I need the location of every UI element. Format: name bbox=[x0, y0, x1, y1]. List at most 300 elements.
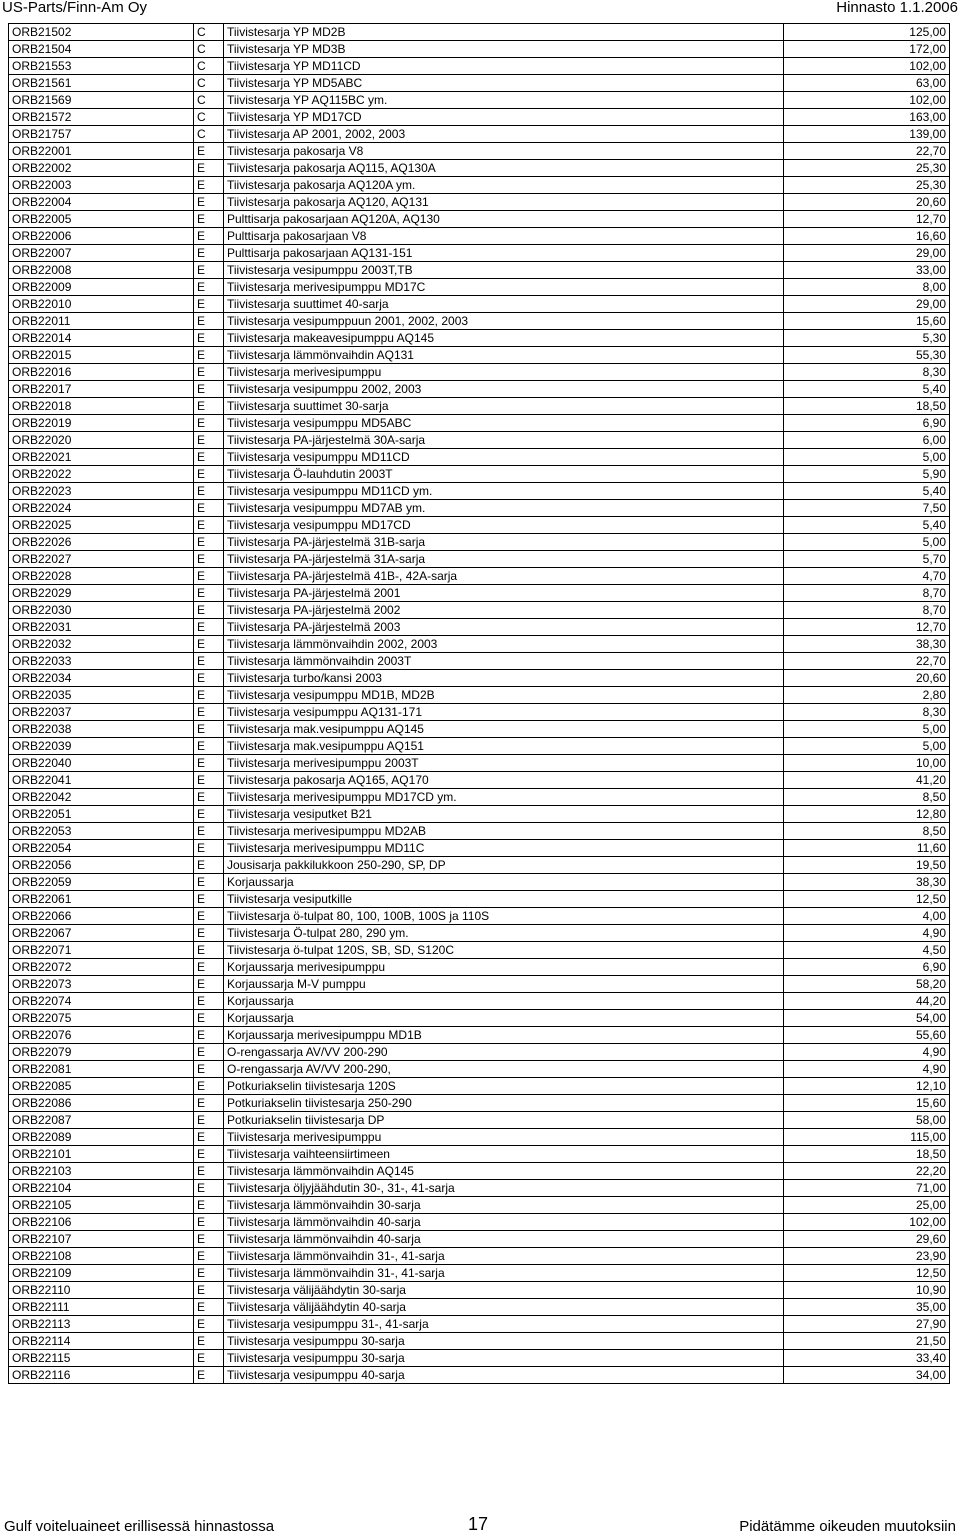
description-cell: Tiivistesarja vesipumppu MD5ABC bbox=[224, 415, 784, 432]
price-class-cell: E bbox=[194, 177, 224, 194]
table-row bbox=[9, 942, 950, 959]
part-code-cell: ORB22085 bbox=[9, 1078, 194, 1095]
price-cell: 20,60 bbox=[784, 670, 950, 687]
table-row bbox=[9, 1129, 950, 1146]
price-cell: 63,00 bbox=[784, 75, 950, 92]
price-class-cell: C bbox=[194, 58, 224, 75]
description-cell: Tiivistesarja välijäähdytin 30-sarja bbox=[224, 1282, 784, 1299]
price-cell: 4,90 bbox=[784, 1061, 950, 1078]
price-cell: 4,90 bbox=[784, 1044, 950, 1061]
table-row bbox=[9, 1095, 950, 1112]
part-code-cell: ORB22027 bbox=[9, 551, 194, 568]
price-class-cell: E bbox=[194, 721, 224, 738]
description-cell: Tiivistesarja merivesipumppu MD17C bbox=[224, 279, 784, 296]
part-code-cell: ORB22106 bbox=[9, 1214, 194, 1231]
price-cell: 102,00 bbox=[784, 1214, 950, 1231]
table-row bbox=[9, 279, 950, 296]
price-class-cell: C bbox=[194, 41, 224, 58]
part-code-cell: ORB22025 bbox=[9, 517, 194, 534]
part-code-cell: ORB22041 bbox=[9, 772, 194, 789]
price-class-cell: E bbox=[194, 1146, 224, 1163]
price-cell: 29,60 bbox=[784, 1231, 950, 1248]
company-name: US-Parts/Finn-Am Oy bbox=[2, 0, 148, 16]
price-class-cell: E bbox=[194, 619, 224, 636]
table-row bbox=[9, 1265, 950, 1282]
table-row bbox=[9, 891, 950, 908]
description-cell: Tiivistesarja vesiputket B21 bbox=[224, 806, 784, 823]
part-code-cell: ORB22071 bbox=[9, 942, 194, 959]
description-cell: Tiivistesarja lämmönvaihdin AQ131 bbox=[224, 347, 784, 364]
table-row bbox=[9, 1010, 950, 1027]
price-class-cell: C bbox=[194, 92, 224, 109]
part-code-cell: ORB22023 bbox=[9, 483, 194, 500]
price-cell: 139,00 bbox=[784, 126, 950, 143]
description-cell: Tiivistesarja ö-tulpat 80, 100, 100B, 100S ja 110S bbox=[224, 908, 784, 925]
price-class-cell: E bbox=[194, 330, 224, 347]
part-code-cell: ORB22039 bbox=[9, 738, 194, 755]
part-code-cell: ORB22089 bbox=[9, 1129, 194, 1146]
price-class-cell: E bbox=[194, 1231, 224, 1248]
price-cell: 55,60 bbox=[784, 1027, 950, 1044]
table-row bbox=[9, 1078, 950, 1095]
table-row bbox=[9, 653, 950, 670]
table-row bbox=[9, 160, 950, 177]
part-code-cell: ORB22031 bbox=[9, 619, 194, 636]
description-cell: Tiivistesarja PA-järjestelmä 41B-, 42A-sarja bbox=[224, 568, 784, 585]
description-cell: Tiivistesarja vesipumppu 30-sarja bbox=[224, 1350, 784, 1367]
price-cell: 5,40 bbox=[784, 483, 950, 500]
part-code-cell: ORB22028 bbox=[9, 568, 194, 585]
price-cell: 8,50 bbox=[784, 823, 950, 840]
part-code-cell: ORB22009 bbox=[9, 279, 194, 296]
part-code-cell: ORB21572 bbox=[9, 109, 194, 126]
part-code-cell: ORB22019 bbox=[9, 415, 194, 432]
price-cell: 8,70 bbox=[784, 602, 950, 619]
price-class-cell: E bbox=[194, 789, 224, 806]
price-class-cell: E bbox=[194, 806, 224, 823]
part-code-cell: ORB22114 bbox=[9, 1333, 194, 1350]
price-cell: 8,50 bbox=[784, 789, 950, 806]
page-footer bbox=[0, 1512, 960, 1534]
description-cell: Tiivistesarja vaihteensiirtimeen bbox=[224, 1146, 784, 1163]
price-cell: 22,20 bbox=[784, 1163, 950, 1180]
part-code-cell: ORB21553 bbox=[9, 58, 194, 75]
price-class-cell: E bbox=[194, 228, 224, 245]
price-class-cell: E bbox=[194, 1282, 224, 1299]
table-row bbox=[9, 398, 950, 415]
price-cell: 5,00 bbox=[784, 738, 950, 755]
price-cell: 7,50 bbox=[784, 500, 950, 517]
price-class-cell: E bbox=[194, 432, 224, 449]
description-cell: Tiivistesarja pakosarja AQ115, AQ130A bbox=[224, 160, 784, 177]
price-cell: 4,00 bbox=[784, 908, 950, 925]
part-code-cell: ORB22006 bbox=[9, 228, 194, 245]
price-class-cell: C bbox=[194, 75, 224, 92]
price-class-cell: C bbox=[194, 126, 224, 143]
part-code-cell: ORB22030 bbox=[9, 602, 194, 619]
price-class-cell: E bbox=[194, 585, 224, 602]
description-cell: Tiivistesarja YP MD11CD bbox=[224, 58, 784, 75]
description-cell: Tiivistesarja vesipumppu MD1B, MD2B bbox=[224, 687, 784, 704]
price-cell: 18,50 bbox=[784, 1146, 950, 1163]
description-cell: Tiivistesarja lämmönvaihdin 40-sarja bbox=[224, 1231, 784, 1248]
price-class-cell: E bbox=[194, 704, 224, 721]
description-cell: Potkuriakselin tiivistesarja DP bbox=[224, 1112, 784, 1129]
price-class-cell: E bbox=[194, 279, 224, 296]
part-code-cell: ORB22020 bbox=[9, 432, 194, 449]
part-code-cell: ORB22103 bbox=[9, 1163, 194, 1180]
part-code-cell: ORB22067 bbox=[9, 925, 194, 942]
price-class-cell: E bbox=[194, 347, 224, 364]
description-cell: Tiivistesarja AP 2001, 2002, 2003 bbox=[224, 126, 784, 143]
part-code-cell: ORB22010 bbox=[9, 296, 194, 313]
price-cell: 5,00 bbox=[784, 449, 950, 466]
price-cell: 10,00 bbox=[784, 755, 950, 772]
description-cell: Potkuriakselin tiivistesarja 250-290 bbox=[224, 1095, 784, 1112]
table-row bbox=[9, 415, 950, 432]
table-row bbox=[9, 874, 950, 891]
price-class-cell: E bbox=[194, 755, 224, 772]
description-cell: Korjaussarja bbox=[224, 993, 784, 1010]
description-cell: Tiivistesarja vesipumppu 30-sarja bbox=[224, 1333, 784, 1350]
price-class-cell: E bbox=[194, 1095, 224, 1112]
price-cell: 58,00 bbox=[784, 1112, 950, 1129]
description-cell: Tiivistesarja PA-järjestelmä 2002 bbox=[224, 602, 784, 619]
part-code-cell: ORB22002 bbox=[9, 160, 194, 177]
price-cell: 20,60 bbox=[784, 194, 950, 211]
table-row bbox=[9, 1214, 950, 1231]
table-row bbox=[9, 1197, 950, 1214]
part-code-cell: ORB22054 bbox=[9, 840, 194, 857]
price-cell: 5,90 bbox=[784, 466, 950, 483]
price-cell: 22,70 bbox=[784, 653, 950, 670]
table-row bbox=[9, 483, 950, 500]
price-list-date: Hinnasto 1.1.2006 bbox=[836, 0, 958, 16]
price-cell: 18,50 bbox=[784, 398, 950, 415]
description-cell: Tiivistesarja vesipumppu MD11CD ym. bbox=[224, 483, 784, 500]
table-row bbox=[9, 466, 950, 483]
part-code-cell: ORB22109 bbox=[9, 1265, 194, 1282]
price-class-cell: E bbox=[194, 1112, 224, 1129]
price-cell: 6,90 bbox=[784, 959, 950, 976]
table-row bbox=[9, 75, 950, 92]
table-row bbox=[9, 1163, 950, 1180]
description-cell: Tiivistesarja Ö-lauhdutin 2003T bbox=[224, 466, 784, 483]
price-class-cell: E bbox=[194, 1044, 224, 1061]
price-cell: 4,70 bbox=[784, 568, 950, 585]
price-class-cell: E bbox=[194, 1061, 224, 1078]
description-cell: Pulttisarja pakosarjaan AQ120A, AQ130 bbox=[224, 211, 784, 228]
table-row bbox=[9, 194, 950, 211]
part-code-cell: ORB22073 bbox=[9, 976, 194, 993]
part-code-cell: ORB22074 bbox=[9, 993, 194, 1010]
description-cell: Pulttisarja pakosarjaan V8 bbox=[224, 228, 784, 245]
table-row bbox=[9, 381, 950, 398]
table-row bbox=[9, 772, 950, 789]
table-row bbox=[9, 1044, 950, 1061]
description-cell: Tiivistesarja pakosarja V8 bbox=[224, 143, 784, 160]
price-class-cell: E bbox=[194, 959, 224, 976]
price-class-cell: C bbox=[194, 24, 224, 41]
part-code-cell: ORB22072 bbox=[9, 959, 194, 976]
part-code-cell: ORB22053 bbox=[9, 823, 194, 840]
price-class-cell: E bbox=[194, 381, 224, 398]
price-cell: 27,90 bbox=[784, 1316, 950, 1333]
description-cell: Tiivistesarja YP MD17CD bbox=[224, 109, 784, 126]
part-code-cell: ORB22021 bbox=[9, 449, 194, 466]
description-cell: Tiivistesarja öljyjäähdutin 30-, 31-, 41-sarja bbox=[224, 1180, 784, 1197]
page-number: 17 bbox=[468, 1514, 489, 1534]
part-code-cell: ORB22015 bbox=[9, 347, 194, 364]
price-cell: 102,00 bbox=[784, 92, 950, 109]
price-class-cell: E bbox=[194, 143, 224, 160]
description-cell: Tiivistesarja YP MD2B bbox=[224, 24, 784, 41]
part-code-cell: ORB22108 bbox=[9, 1248, 194, 1265]
part-code-cell: ORB22003 bbox=[9, 177, 194, 194]
price-class-cell: E bbox=[194, 976, 224, 993]
table-row bbox=[9, 1248, 950, 1265]
part-code-cell: ORB22029 bbox=[9, 585, 194, 602]
price-cell: 71,00 bbox=[784, 1180, 950, 1197]
description-cell: Tiivistesarja YP MD5ABC bbox=[224, 75, 784, 92]
table-row bbox=[9, 177, 950, 194]
price-class-cell: E bbox=[194, 415, 224, 432]
price-class-cell: E bbox=[194, 1027, 224, 1044]
description-cell: Tiivistesarja PA-järjestelmä 30A-sarja bbox=[224, 432, 784, 449]
part-code-cell: ORB22066 bbox=[9, 908, 194, 925]
part-code-cell: ORB21502 bbox=[9, 24, 194, 41]
price-class-cell: E bbox=[194, 364, 224, 381]
price-class-cell: E bbox=[194, 653, 224, 670]
table-row bbox=[9, 534, 950, 551]
price-class-cell: E bbox=[194, 296, 224, 313]
price-cell: 163,00 bbox=[784, 109, 950, 126]
price-class-cell: E bbox=[194, 1078, 224, 1095]
price-cell: 12,50 bbox=[784, 1265, 950, 1282]
description-cell: Korjaussarja merivesipumppu MD1B bbox=[224, 1027, 784, 1044]
price-class-cell: E bbox=[194, 500, 224, 517]
description-cell: Tiivistesarja mak.vesipumppu AQ145 bbox=[224, 721, 784, 738]
table-row bbox=[9, 755, 950, 772]
table-row bbox=[9, 228, 950, 245]
price-class-cell: E bbox=[194, 1367, 224, 1384]
price-cell: 19,50 bbox=[784, 857, 950, 874]
price-class-cell: E bbox=[194, 1333, 224, 1350]
part-code-cell: ORB22107 bbox=[9, 1231, 194, 1248]
price-class-cell: E bbox=[194, 568, 224, 585]
part-code-cell: ORB22017 bbox=[9, 381, 194, 398]
price-cell: 5,30 bbox=[784, 330, 950, 347]
price-cell: 8,30 bbox=[784, 704, 950, 721]
part-code-cell: ORB22026 bbox=[9, 534, 194, 551]
price-cell: 12,70 bbox=[784, 211, 950, 228]
description-cell: Tiivistesarja lämmönvaihdin 30-sarja bbox=[224, 1197, 784, 1214]
part-code-cell: ORB22016 bbox=[9, 364, 194, 381]
description-cell: Jousisarja pakkilukkoon 250-290, SP, DP bbox=[224, 857, 784, 874]
price-cell: 8,30 bbox=[784, 364, 950, 381]
part-code-cell: ORB22042 bbox=[9, 789, 194, 806]
part-code-cell: ORB22024 bbox=[9, 500, 194, 517]
price-cell: 25,30 bbox=[784, 160, 950, 177]
price-cell: 102,00 bbox=[784, 58, 950, 75]
price-class-cell: E bbox=[194, 1248, 224, 1265]
description-cell: Tiivistesarja suuttimet 40-sarja bbox=[224, 296, 784, 313]
price-class-cell: E bbox=[194, 398, 224, 415]
table-row bbox=[9, 908, 950, 925]
table-row bbox=[9, 364, 950, 381]
price-cell: 5,00 bbox=[784, 721, 950, 738]
part-code-cell: ORB22007 bbox=[9, 245, 194, 262]
part-code-cell: ORB22004 bbox=[9, 194, 194, 211]
price-class-cell: E bbox=[194, 160, 224, 177]
price-cell: 125,00 bbox=[784, 24, 950, 41]
price-class-cell: E bbox=[194, 840, 224, 857]
description-cell: Tiivistesarja pakosarja AQ120A ym. bbox=[224, 177, 784, 194]
table-row bbox=[9, 1333, 950, 1350]
table-row bbox=[9, 806, 950, 823]
price-cell: 34,00 bbox=[784, 1367, 950, 1384]
price-cell: 15,60 bbox=[784, 313, 950, 330]
part-code-cell: ORB22038 bbox=[9, 721, 194, 738]
price-cell: 21,50 bbox=[784, 1333, 950, 1350]
part-code-cell: ORB22116 bbox=[9, 1367, 194, 1384]
description-cell: Tiivistesarja Ö-tulpat 280, 290 ym. bbox=[224, 925, 784, 942]
description-cell: Tiivistesarja ö-tulpat 120S, SB, SD, S120C bbox=[224, 942, 784, 959]
description-cell: Tiivistesarja PA-järjestelmä 2001 bbox=[224, 585, 784, 602]
footer-disclaimer: Pidätämme oikeuden muutoksiin bbox=[739, 1518, 956, 1535]
table-row bbox=[9, 993, 950, 1010]
table-row bbox=[9, 857, 950, 874]
description-cell: Tiivistesarja pakosarja AQ165, AQ170 bbox=[224, 772, 784, 789]
table-row bbox=[9, 1146, 950, 1163]
part-code-cell: ORB22056 bbox=[9, 857, 194, 874]
table-row bbox=[9, 296, 950, 313]
price-class-cell: E bbox=[194, 670, 224, 687]
price-class-cell: E bbox=[194, 1163, 224, 1180]
description-cell: Tiivistesarja PA-järjestelmä 31B-sarja bbox=[224, 534, 784, 551]
price-cell: 35,00 bbox=[784, 1299, 950, 1316]
part-code-cell: ORB22105 bbox=[9, 1197, 194, 1214]
part-code-cell: ORB22034 bbox=[9, 670, 194, 687]
price-table bbox=[8, 23, 950, 1384]
part-code-cell: ORB22022 bbox=[9, 466, 194, 483]
price-cell: 5,40 bbox=[784, 517, 950, 534]
price-cell: 25,00 bbox=[784, 1197, 950, 1214]
price-class-cell: E bbox=[194, 534, 224, 551]
price-table-body bbox=[9, 24, 950, 1384]
description-cell: Tiivistesarja PA-järjestelmä 31A-sarja bbox=[224, 551, 784, 568]
table-row bbox=[9, 789, 950, 806]
price-class-cell: E bbox=[194, 194, 224, 211]
price-class-cell: E bbox=[194, 636, 224, 653]
table-row bbox=[9, 925, 950, 942]
description-cell: Tiivistesarja vesipumppu 40-sarja bbox=[224, 1367, 784, 1384]
description-cell: Tiivistesarja vesipumppu MD7AB ym. bbox=[224, 500, 784, 517]
price-cell: 38,30 bbox=[784, 636, 950, 653]
part-code-cell: ORB22113 bbox=[9, 1316, 194, 1333]
description-cell: O-rengassarja AV/VV 200-290, bbox=[224, 1061, 784, 1078]
description-cell: Tiivistesarja merivesipumppu MD11C bbox=[224, 840, 784, 857]
description-cell: Tiivistesarja lämmönvaihdin 31-, 41-sarja bbox=[224, 1265, 784, 1282]
part-code-cell: ORB21504 bbox=[9, 41, 194, 58]
price-cell: 11,60 bbox=[784, 840, 950, 857]
part-code-cell: ORB22101 bbox=[9, 1146, 194, 1163]
part-code-cell: ORB22001 bbox=[9, 143, 194, 160]
price-cell: 15,60 bbox=[784, 1095, 950, 1112]
description-cell: Tiivistesarja vesipumppuun 2001, 2002, 2003 bbox=[224, 313, 784, 330]
price-class-cell: E bbox=[194, 823, 224, 840]
table-row bbox=[9, 959, 950, 976]
table-row bbox=[9, 432, 950, 449]
price-cell: 5,70 bbox=[784, 551, 950, 568]
footer-note: Gulf voiteluaineet erillisessä hinnastossa bbox=[4, 1518, 275, 1535]
table-row bbox=[9, 976, 950, 993]
description-cell: Tiivistesarja vesipumppu MD11CD bbox=[224, 449, 784, 466]
table-row bbox=[9, 619, 950, 636]
part-code-cell: ORB22040 bbox=[9, 755, 194, 772]
part-code-cell: ORB22059 bbox=[9, 874, 194, 891]
price-class-cell: E bbox=[194, 993, 224, 1010]
price-class-cell: E bbox=[194, 211, 224, 228]
part-code-cell: ORB22008 bbox=[9, 262, 194, 279]
price-class-cell: E bbox=[194, 908, 224, 925]
table-row bbox=[9, 211, 950, 228]
part-code-cell: ORB22018 bbox=[9, 398, 194, 415]
price-cell: 12,50 bbox=[784, 891, 950, 908]
table-row bbox=[9, 738, 950, 755]
price-cell: 115,00 bbox=[784, 1129, 950, 1146]
part-code-cell: ORB22011 bbox=[9, 313, 194, 330]
description-cell: Tiivistesarja merivesipumppu MD2AB bbox=[224, 823, 784, 840]
description-cell: Potkuriakselin tiivistesarja 120S bbox=[224, 1078, 784, 1095]
table-row bbox=[9, 313, 950, 330]
price-class-cell: E bbox=[194, 738, 224, 755]
price-cell: 12,10 bbox=[784, 1078, 950, 1095]
price-cell: 38,30 bbox=[784, 874, 950, 891]
price-class-cell: E bbox=[194, 1350, 224, 1367]
table-row bbox=[9, 721, 950, 738]
table-row bbox=[9, 262, 950, 279]
price-class-cell: E bbox=[194, 942, 224, 959]
table-row bbox=[9, 636, 950, 653]
description-cell: Tiivistesarja vesipumppu AQ131-171 bbox=[224, 704, 784, 721]
price-class-cell: E bbox=[194, 874, 224, 891]
price-class-cell: E bbox=[194, 687, 224, 704]
price-cell: 12,80 bbox=[784, 806, 950, 823]
description-cell: Tiivistesarja merivesipumppu 2003T bbox=[224, 755, 784, 772]
description-cell: Tiivistesarja YP AQ115BC ym. bbox=[224, 92, 784, 109]
price-cell: 6,00 bbox=[784, 432, 950, 449]
price-class-cell: E bbox=[194, 245, 224, 262]
price-class-cell: E bbox=[194, 551, 224, 568]
part-code-cell: ORB22032 bbox=[9, 636, 194, 653]
part-code-cell: ORB21569 bbox=[9, 92, 194, 109]
table-row bbox=[9, 840, 950, 857]
price-cell: 23,90 bbox=[784, 1248, 950, 1265]
table-row bbox=[9, 126, 950, 143]
description-cell: Tiivistesarja mak.vesipumppu AQ151 bbox=[224, 738, 784, 755]
price-cell: 25,30 bbox=[784, 177, 950, 194]
table-row bbox=[9, 670, 950, 687]
price-class-cell: E bbox=[194, 857, 224, 874]
price-cell: 16,60 bbox=[784, 228, 950, 245]
description-cell: Tiivistesarja lämmönvaihdin 31-, 41-sarja bbox=[224, 1248, 784, 1265]
price-class-cell: E bbox=[194, 925, 224, 942]
description-cell: Korjaussarja bbox=[224, 1010, 784, 1027]
part-code-cell: ORB22005 bbox=[9, 211, 194, 228]
part-code-cell: ORB22086 bbox=[9, 1095, 194, 1112]
part-code-cell: ORB22110 bbox=[9, 1282, 194, 1299]
